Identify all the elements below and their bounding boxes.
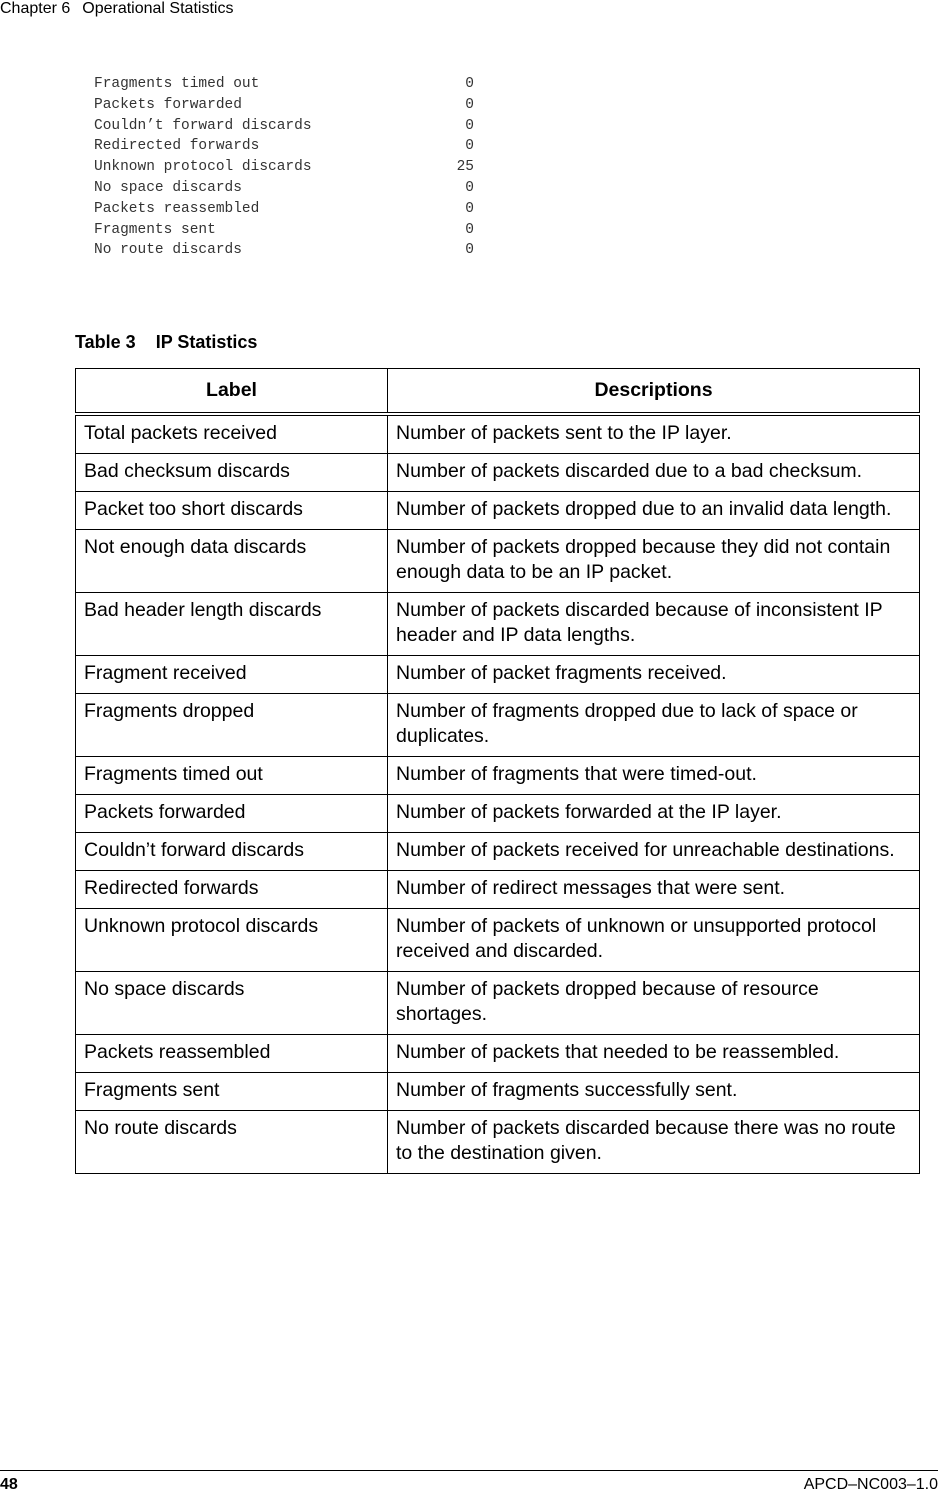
table-number: Table 3 <box>75 332 136 352</box>
row-label-cell: Couldn’t forward discards <box>76 833 388 871</box>
column-header-label: Label <box>76 369 388 415</box>
code-line-value: 25 <box>456 159 474 176</box>
table-row <box>76 1111 920 1174</box>
row-description-cell: Number of packets discarded because of inconsistent IP header and IP data lengths. <box>388 593 920 656</box>
row-description-cell: Number of fragments successfully sent. <box>388 1073 920 1111</box>
chapter-number: Chapter 6 <box>0 0 71 17</box>
table-row <box>76 972 920 1035</box>
ip-statistics-table <box>75 368 920 1174</box>
code-line-value: 0 <box>465 138 474 155</box>
row-description-cell: Number of packets that needed to be reassembled. <box>388 1035 920 1073</box>
row-description-cell: Number of packets dropped because of resource shortages. <box>388 972 920 1035</box>
row-description-cell: Number of packets forwarded at the IP layer. <box>388 795 920 833</box>
table-body <box>76 414 920 1174</box>
table-row <box>76 909 920 972</box>
row-label-cell: Bad checksum discards <box>76 454 388 492</box>
code-line-label: Fragments timed out <box>94 76 260 92</box>
table-row <box>76 1073 920 1111</box>
row-label-cell: No space discards <box>76 972 388 1035</box>
page-number: 48 <box>0 1476 18 1493</box>
row-label-cell: Total packets received <box>76 414 388 454</box>
row-description-cell: Number of packet fragments received. <box>388 656 920 694</box>
code-line-value: 0 <box>465 117 474 134</box>
code-line-label: Packets reassembled <box>94 200 260 217</box>
row-label-cell: Bad header length discards <box>76 593 388 656</box>
code-line-value: 0 <box>465 242 474 259</box>
row-label-cell: Fragments dropped <box>76 694 388 757</box>
row-label-cell: Fragments timed out <box>76 757 388 795</box>
row-description-cell: Number of packets dropped due to an invalid data length. <box>388 492 920 530</box>
row-label-cell: Packets forwarded <box>76 795 388 833</box>
row-label-cell: Packet too short discards <box>76 492 388 530</box>
code-line-value: 0 <box>465 76 474 92</box>
row-description-cell: Number of packets discarded because there was no route to the destination given. <box>388 1111 920 1174</box>
table-row <box>76 795 920 833</box>
document-id: APCD–NC003–1.0 <box>803 1476 938 1493</box>
row-description-cell: Number of packets of unknown or unsupported protocol received and discarded. <box>388 909 920 972</box>
row-label-cell: Fragments sent <box>76 1073 388 1111</box>
chapter-title: Operational Statistics <box>82 0 234 17</box>
row-label-cell: Not enough data discards <box>76 530 388 593</box>
table-header-row <box>76 369 920 415</box>
table-row <box>76 757 920 795</box>
row-description-cell: Number of packets received for unreachable destinations. <box>388 833 920 871</box>
table-caption <box>75 331 257 353</box>
code-line-label: Couldn’t forward discards <box>94 117 312 134</box>
row-description-cell: Number of packets dropped because they did not contain enough data to be an IP packet. <box>388 530 920 593</box>
table-row <box>76 656 920 694</box>
code-line-value: 0 <box>465 200 474 217</box>
code-line-label: Unknown protocol discards <box>94 159 312 176</box>
code-line-label: Fragments sent <box>94 221 216 238</box>
table-row <box>76 871 920 909</box>
row-description-cell: Number of redirect messages that were sent. <box>388 871 920 909</box>
row-description-cell: Number of packets sent to the IP layer. <box>388 414 920 454</box>
table-row <box>76 1035 920 1073</box>
row-label-cell: Packets reassembled <box>76 1035 388 1073</box>
code-line-value: 0 <box>465 96 474 113</box>
table-title: IP Statistics <box>155 332 258 352</box>
table-row <box>76 454 920 492</box>
table-row <box>76 593 920 656</box>
code-line-label: Redirected forwards <box>94 138 260 155</box>
table-row <box>76 694 920 757</box>
row-label-cell: Unknown protocol discards <box>76 909 388 972</box>
row-description-cell: Number of fragments that were timed-out. <box>388 757 920 795</box>
row-description-cell: Number of packets discarded due to a bad checksum. <box>388 454 920 492</box>
row-label-cell: Redirected forwards <box>76 871 388 909</box>
row-label-cell: Fragment received <box>76 656 388 694</box>
table-row <box>76 833 920 871</box>
table-row <box>76 530 920 593</box>
running-header <box>0 0 233 18</box>
table-row <box>76 414 920 454</box>
table-row <box>76 492 920 530</box>
row-label-cell: No route discards <box>76 1111 388 1174</box>
code-line-label: No space discards <box>94 179 242 196</box>
running-footer <box>0 1470 938 1493</box>
column-header-descriptions: Descriptions <box>388 369 920 415</box>
code-line-label: No route discards <box>94 242 242 259</box>
code-line-label: Packets forwarded <box>94 96 242 113</box>
row-description-cell: Number of fragments dropped due to lack of space or duplicates. <box>388 694 920 757</box>
code-line-value: 0 <box>465 179 474 196</box>
code-line-value: 0 <box>465 221 474 238</box>
